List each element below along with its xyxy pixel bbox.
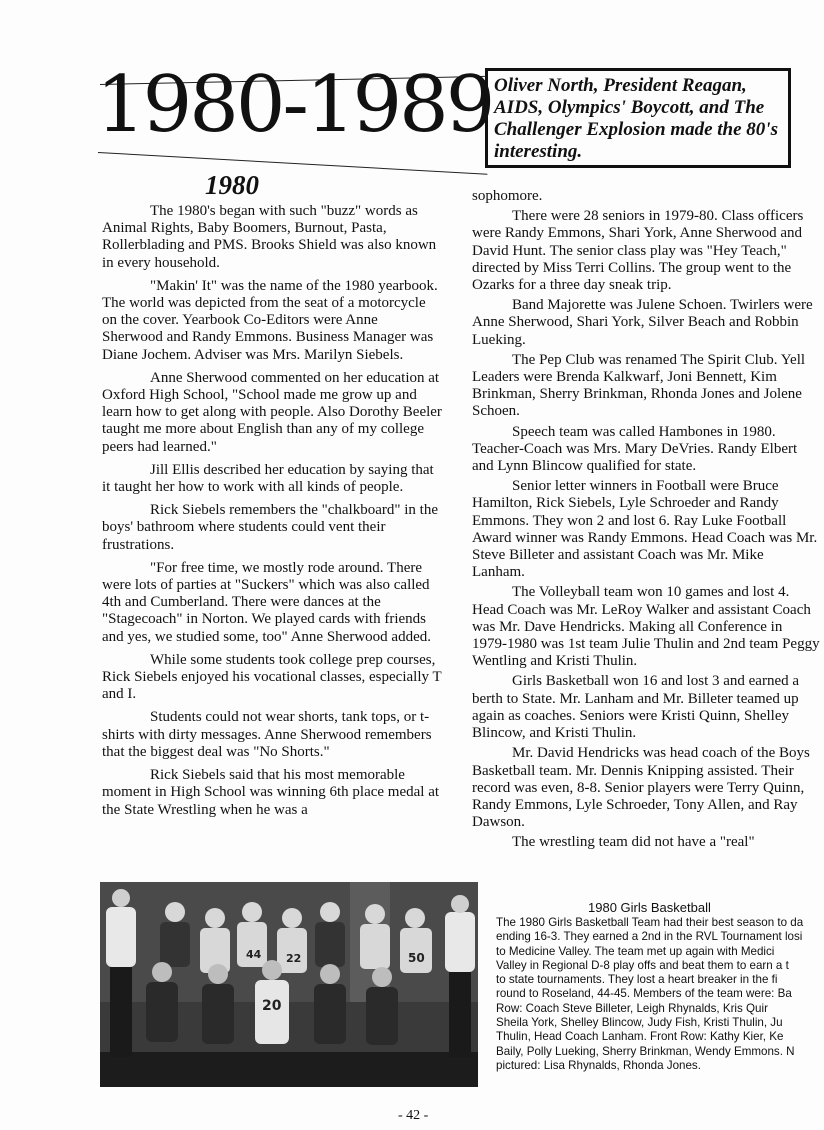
caption-line: pictured: Lisa Rhynalds, Rhonda Jones. bbox=[496, 1058, 701, 1072]
caption-line: Row: Coach Steve Billeter, Leigh Rhynalds, Kris Quir bbox=[496, 1001, 768, 1015]
jersey-number: 44 bbox=[246, 948, 262, 961]
paragraph: Jill Ellis described her education by saying that it taught her how to work with all kinds of people. bbox=[102, 461, 434, 496]
jersey-number: 50 bbox=[408, 951, 425, 965]
photo-caption-title: 1980 Girls Basketball bbox=[588, 900, 711, 915]
page-number: - 42 - bbox=[398, 1108, 429, 1123]
headline-callout-text: Oliver North, President Reagan, AIDS, Olympics' Boycott, and The Challenger Explosion made the 80's interesting. bbox=[494, 75, 778, 162]
team-photo bbox=[100, 882, 478, 1087]
paragraph: Mr. David Hendricks was head coach of the Boys Basketball team. Mr. Dennis Knipping assisted. Their record was even, 8-8. Senior players were Terry Quinn, Randy Emmons, Lyle Schroeder, Tony Allen, and Ray Dawson. bbox=[472, 745, 810, 831]
caption-line: Thulin, Head Coach Lanham. Front Row: Kathy Kier, Ke bbox=[496, 1030, 784, 1044]
paragraph: Girls Basketball won 16 and lost 3 and earned a berth to State. Mr. Lanham and Mr. Billeter teamed up again as coaches. Seniors were Kristi Quinn, Shelley Blincow, and Kristi Thulin. bbox=[472, 673, 800, 742]
left-column bbox=[102, 203, 442, 825]
team-photo-drawing bbox=[100, 882, 478, 1087]
caption-line: to Medicine Valley. The team met up again with Medici bbox=[496, 944, 775, 958]
paragraph: sophomore. bbox=[472, 188, 543, 204]
caption-line: Valley in Regional D-8 play offs and beat them to earn a t bbox=[496, 958, 789, 972]
headline-callout-box bbox=[485, 68, 791, 168]
right-column bbox=[472, 188, 820, 855]
caption-line: The 1980 Girls Basketball Team had their best season to da bbox=[496, 916, 804, 929]
paragraph: There were 28 seniors in 1979-80. Class officers were Randy Emmons, Shari York, Anne Sherwood and David Hunt. The senior class play was "Hey Teach," directed by Miss Terri Collins. The group went to the Ozarks for a three day sneak trip. bbox=[472, 208, 804, 294]
paragraph: Students could not wear shorts, tank tops, or t-shirts with dirty messages. Anne Sherwood remembers that the biggest deal was "No Shorts." bbox=[102, 709, 432, 760]
paragraph: The wrestling team did not have a "real" bbox=[512, 834, 755, 851]
caption-line: Baily, Polly Lueking, Sherry Brinkman, Wendy Emmons. N bbox=[496, 1044, 795, 1058]
photo-caption bbox=[496, 916, 824, 1073]
caption-line: to state tournaments. They lost a heart breaker in the fi bbox=[496, 973, 778, 987]
paragraph: Senior letter winners in Football were Bruce Hamilton, Rick Siebels, Lyle Schroeder and Randy Emmons. They won 2 and lost 6. Ray Luke Football Award winner was Randy Emmons. Head Coach was Mr. Steve Billeter and assistant Coach was Mr. Mike Lanham. bbox=[472, 478, 818, 581]
paragraph: "Makin' It" was the name of the 1980 yearbook. The world was depicted from the seat of a motorcycle on the cover. Yearbook Co-Editors were Anne Sherwood and Randy Emmons. Business Manager was Diane Jochem. Adviser was Mrs. Marilyn Siebels. bbox=[102, 277, 438, 363]
paragraph: The 1980's began with such "buzz" words as Animal Rights, Baby Boomers, Burnout, Pasta, Rollerblading and PMS. Brooks Shield was also known in every household. bbox=[102, 203, 437, 271]
caption-line: round to Roseland, 44-45. Members of the team were: Ba bbox=[496, 987, 792, 1001]
decade-title: 1980-1989 bbox=[96, 60, 493, 150]
paragraph: While some students took college prep courses, Rick Siebels enjoyed his vocational classes, especially T and I. bbox=[102, 651, 442, 703]
title-bottom-rule bbox=[98, 152, 487, 175]
paragraph: The Volleyball team won 10 games and lost 4. Head Coach was Mr. LeRoy Walker and assistant Coach was Mr. Dave Hendricks. Making all Conference in 1979-1980 was 1st team Julie Thulin and 2nd team Peggy Wentling and Kristi Thulin. bbox=[472, 584, 820, 670]
jersey-number: 20 bbox=[262, 998, 282, 1014]
caption-line: Sheila York, Shelley Blincow, Judy Fish, Kristi Thulin, Ju bbox=[496, 1016, 783, 1030]
paragraph: "For free time, we mostly rode around. There were lots of parties at "Suckers" which was also called 4th and Cumberland. There were dances at the "Stagecoach" in Norton. We played cards with friends and yes, we studied some, too" Anne Sherwood added. bbox=[102, 559, 431, 645]
jersey-number: 22 bbox=[286, 952, 302, 965]
paragraph: Rick Siebels remembers the "chalkboard" in the boys' bathroom where students could vent their frustrations. bbox=[102, 502, 438, 553]
year-heading: 1980 bbox=[205, 170, 259, 200]
paragraph: Rick Siebels said that his most memorable moment in High School was winning 6th place medal at the State Wrestling when he was a bbox=[102, 767, 440, 818]
paragraph: Band Majorette was Julene Schoen. Twirlers were Anne Sherwood, Shari York, Silver Beach and Robbin Lueking. bbox=[472, 297, 813, 348]
paragraph: Speech team was called Hambones in 1980. Teacher-Coach was Mrs. Mary DeVries. Randy Elbert and Lynn Blincow qualified for state. bbox=[472, 423, 798, 475]
paragraph: Anne Sherwood commented on her education at Oxford High School, "School made me grow up and learn how to get along with people. Also Dorothy Beeler taught me more about English than any of my college peers had learned." bbox=[102, 369, 442, 455]
paragraph: The Pep Club was renamed The Spirit Club. Yell Leaders were Brenda Kalkwarf, Joni Bennett, Kim Brinkman, Sherry Brinkman, Rhonda Jones and Jolene Schoen. bbox=[472, 351, 806, 420]
caption-line: ending 16-3. They earned a 2nd in the RVL Tournament losi bbox=[496, 930, 803, 944]
